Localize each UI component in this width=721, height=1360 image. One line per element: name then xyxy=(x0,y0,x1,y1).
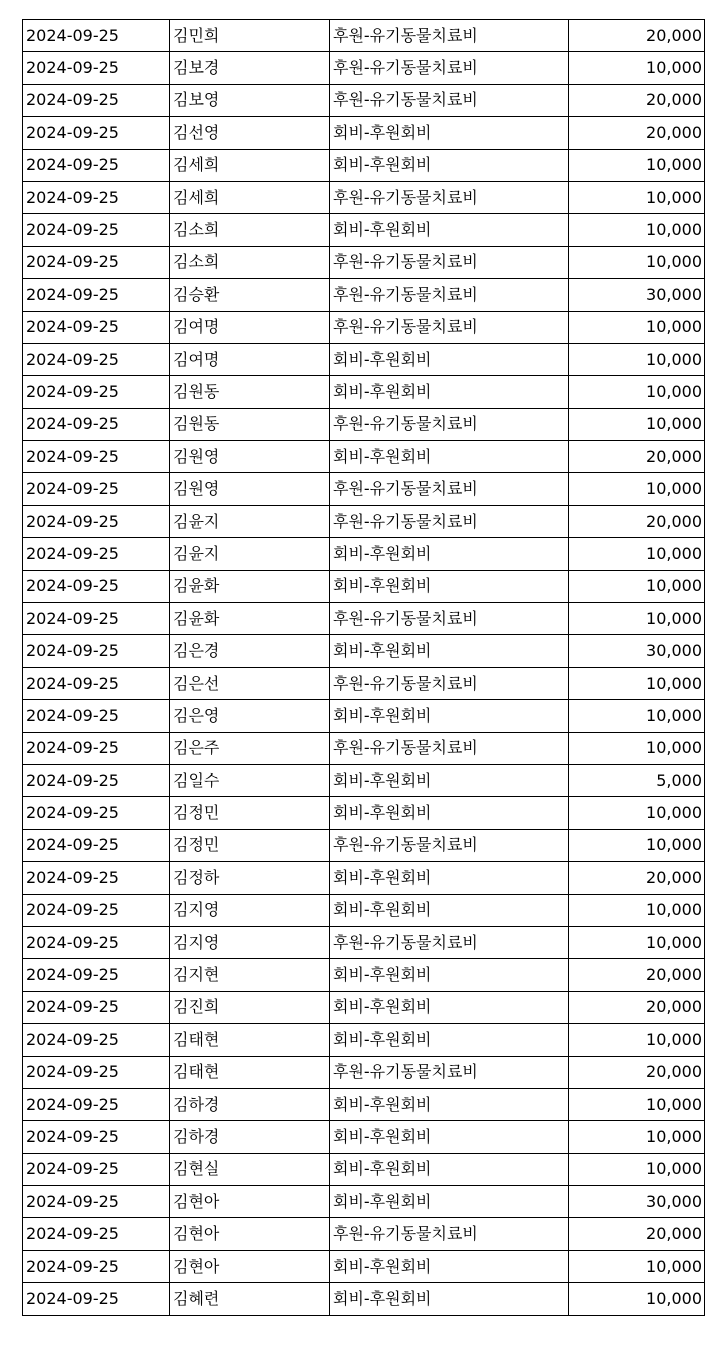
table-row xyxy=(23,473,705,505)
name-cell: 김민희 xyxy=(170,20,330,52)
category-cell: 회비-후원회비 xyxy=(330,149,569,181)
amount-cell: 30,000 xyxy=(569,1186,705,1218)
category-cell: 회비-후원회비 xyxy=(330,1283,569,1315)
amount-cell: 10,000 xyxy=(569,667,705,699)
name-cell: 김은주 xyxy=(170,732,330,764)
table-row xyxy=(23,214,705,246)
date-cell: 2024-09-25 xyxy=(23,732,170,764)
category-cell: 회비-후원회비 xyxy=(330,991,569,1023)
date-cell: 2024-09-25 xyxy=(23,343,170,375)
amount-cell: 10,000 xyxy=(569,1024,705,1056)
date-cell: 2024-09-25 xyxy=(23,1186,170,1218)
date-cell: 2024-09-25 xyxy=(23,991,170,1023)
table-row xyxy=(23,635,705,667)
category-cell: 회비-후원회비 xyxy=(330,1121,569,1153)
category-cell: 회비-후원회비 xyxy=(330,376,569,408)
category-cell: 후원-유기동물치료비 xyxy=(330,1056,569,1088)
date-cell: 2024-09-25 xyxy=(23,441,170,473)
name-cell: 김하경 xyxy=(170,1121,330,1153)
date-cell: 2024-09-25 xyxy=(23,20,170,52)
name-cell: 김지영 xyxy=(170,894,330,926)
table-row xyxy=(23,20,705,52)
date-cell: 2024-09-25 xyxy=(23,117,170,149)
table-row xyxy=(23,1024,705,1056)
category-cell: 회비-후원회비 xyxy=(330,862,569,894)
table-row xyxy=(23,181,705,213)
date-cell: 2024-09-25 xyxy=(23,408,170,440)
amount-cell: 30,000 xyxy=(569,635,705,667)
category-cell: 후원-유기동물치료비 xyxy=(330,246,569,278)
category-cell: 회비-후원회비 xyxy=(330,1250,569,1282)
category-cell: 회비-후원회비 xyxy=(330,797,569,829)
amount-cell: 10,000 xyxy=(569,797,705,829)
table-row xyxy=(23,1250,705,1282)
table-row xyxy=(23,117,705,149)
amount-cell: 10,000 xyxy=(569,473,705,505)
table-row xyxy=(23,279,705,311)
category-cell: 후원-유기동물치료비 xyxy=(330,829,569,861)
table-row xyxy=(23,1283,705,1315)
table-row xyxy=(23,732,705,764)
name-cell: 김원동 xyxy=(170,408,330,440)
name-cell: 김일수 xyxy=(170,764,330,796)
amount-cell: 10,000 xyxy=(569,1250,705,1282)
table-row xyxy=(23,149,705,181)
amount-cell: 10,000 xyxy=(569,894,705,926)
table-row xyxy=(23,1186,705,1218)
date-cell: 2024-09-25 xyxy=(23,603,170,635)
amount-cell: 10,000 xyxy=(569,1121,705,1153)
name-cell: 김태현 xyxy=(170,1056,330,1088)
table-row xyxy=(23,829,705,861)
date-cell: 2024-09-25 xyxy=(23,1088,170,1120)
date-cell: 2024-09-25 xyxy=(23,862,170,894)
amount-cell: 20,000 xyxy=(569,1218,705,1250)
date-cell: 2024-09-25 xyxy=(23,52,170,84)
amount-cell: 10,000 xyxy=(569,343,705,375)
date-cell: 2024-09-25 xyxy=(23,1250,170,1282)
amount-cell: 20,000 xyxy=(569,1056,705,1088)
name-cell: 김윤화 xyxy=(170,603,330,635)
date-cell: 2024-09-25 xyxy=(23,1218,170,1250)
category-cell: 후원-유기동물치료비 xyxy=(330,84,569,116)
category-cell: 후원-유기동물치료비 xyxy=(330,505,569,537)
category-cell: 회비-후원회비 xyxy=(330,1024,569,1056)
name-cell: 김은경 xyxy=(170,635,330,667)
amount-cell: 20,000 xyxy=(569,117,705,149)
date-cell: 2024-09-25 xyxy=(23,1056,170,1088)
category-cell: 회비-후원회비 xyxy=(330,1186,569,1218)
category-cell: 후원-유기동물치료비 xyxy=(330,52,569,84)
category-cell: 회비-후원회비 xyxy=(330,700,569,732)
category-cell: 회비-후원회비 xyxy=(330,343,569,375)
table-row xyxy=(23,538,705,570)
category-cell: 회비-후원회비 xyxy=(330,117,569,149)
date-cell: 2024-09-25 xyxy=(23,700,170,732)
amount-cell: 10,000 xyxy=(569,52,705,84)
category-cell: 회비-후원회비 xyxy=(330,1153,569,1185)
table-row xyxy=(23,441,705,473)
date-cell: 2024-09-25 xyxy=(23,473,170,505)
date-cell: 2024-09-25 xyxy=(23,505,170,537)
date-cell: 2024-09-25 xyxy=(23,1024,170,1056)
category-cell: 회비-후원회비 xyxy=(330,635,569,667)
amount-cell: 10,000 xyxy=(569,570,705,602)
name-cell: 김진희 xyxy=(170,991,330,1023)
name-cell: 김지영 xyxy=(170,926,330,958)
name-cell: 김정하 xyxy=(170,862,330,894)
amount-cell: 10,000 xyxy=(569,1088,705,1120)
table-row xyxy=(23,862,705,894)
amount-cell: 10,000 xyxy=(569,181,705,213)
name-cell: 김윤화 xyxy=(170,570,330,602)
name-cell: 김은선 xyxy=(170,667,330,699)
date-cell: 2024-09-25 xyxy=(23,149,170,181)
name-cell: 김윤지 xyxy=(170,538,330,570)
date-cell: 2024-09-25 xyxy=(23,829,170,861)
table-row xyxy=(23,505,705,537)
date-cell: 2024-09-25 xyxy=(23,1153,170,1185)
amount-cell: 20,000 xyxy=(569,862,705,894)
category-cell: 후원-유기동물치료비 xyxy=(330,279,569,311)
amount-cell: 10,000 xyxy=(569,538,705,570)
amount-cell: 20,000 xyxy=(569,20,705,52)
category-cell: 후원-유기동물치료비 xyxy=(330,732,569,764)
category-cell: 회비-후원회비 xyxy=(330,959,569,991)
category-cell: 후원-유기동물치료비 xyxy=(330,667,569,699)
amount-cell: 10,000 xyxy=(569,1153,705,1185)
table-row xyxy=(23,1153,705,1185)
table-row xyxy=(23,603,705,635)
amount-cell: 20,000 xyxy=(569,959,705,991)
amount-cell: 10,000 xyxy=(569,311,705,343)
table-row xyxy=(23,667,705,699)
name-cell: 김태현 xyxy=(170,1024,330,1056)
name-cell: 김여명 xyxy=(170,343,330,375)
category-cell: 회비-후원회비 xyxy=(330,214,569,246)
name-cell: 김세희 xyxy=(170,181,330,213)
date-cell: 2024-09-25 xyxy=(23,635,170,667)
table-row xyxy=(23,959,705,991)
table-row xyxy=(23,1121,705,1153)
table-row xyxy=(23,246,705,278)
table-row xyxy=(23,376,705,408)
date-cell: 2024-09-25 xyxy=(23,1121,170,1153)
table-row xyxy=(23,84,705,116)
name-cell: 김승환 xyxy=(170,279,330,311)
date-cell: 2024-09-25 xyxy=(23,926,170,958)
name-cell: 김현아 xyxy=(170,1250,330,1282)
amount-cell: 10,000 xyxy=(569,1283,705,1315)
amount-cell: 30,000 xyxy=(569,279,705,311)
table-row xyxy=(23,991,705,1023)
amount-cell: 20,000 xyxy=(569,441,705,473)
category-cell: 후원-유기동물치료비 xyxy=(330,408,569,440)
category-cell: 후원-유기동물치료비 xyxy=(330,926,569,958)
category-cell: 회비-후원회비 xyxy=(330,1088,569,1120)
table-row xyxy=(23,926,705,958)
table-row xyxy=(23,52,705,84)
amount-cell: 20,000 xyxy=(569,505,705,537)
name-cell: 김혜련 xyxy=(170,1283,330,1315)
table-row xyxy=(23,1056,705,1088)
name-cell: 김지현 xyxy=(170,959,330,991)
category-cell: 후원-유기동물치료비 xyxy=(330,311,569,343)
name-cell: 김보경 xyxy=(170,52,330,84)
category-cell: 후원-유기동물치료비 xyxy=(330,181,569,213)
table-row xyxy=(23,894,705,926)
amount-cell: 10,000 xyxy=(569,246,705,278)
date-cell: 2024-09-25 xyxy=(23,84,170,116)
amount-cell: 10,000 xyxy=(569,926,705,958)
donation-table-body xyxy=(23,20,705,1316)
amount-cell: 10,000 xyxy=(569,376,705,408)
name-cell: 김은영 xyxy=(170,700,330,732)
name-cell: 김현아 xyxy=(170,1218,330,1250)
date-cell: 2024-09-25 xyxy=(23,538,170,570)
category-cell: 회비-후원회비 xyxy=(330,441,569,473)
date-cell: 2024-09-25 xyxy=(23,214,170,246)
category-cell: 후원-유기동물치료비 xyxy=(330,20,569,52)
category-cell: 후원-유기동물치료비 xyxy=(330,473,569,505)
table-row xyxy=(23,311,705,343)
name-cell: 김정민 xyxy=(170,829,330,861)
donation-table xyxy=(22,19,705,1316)
category-cell: 후원-유기동물치료비 xyxy=(330,603,569,635)
date-cell: 2024-09-25 xyxy=(23,570,170,602)
date-cell: 2024-09-25 xyxy=(23,667,170,699)
category-cell: 회비-후원회비 xyxy=(330,894,569,926)
date-cell: 2024-09-25 xyxy=(23,764,170,796)
date-cell: 2024-09-25 xyxy=(23,376,170,408)
name-cell: 김소희 xyxy=(170,246,330,278)
name-cell: 김현실 xyxy=(170,1153,330,1185)
amount-cell: 10,000 xyxy=(569,700,705,732)
table-row xyxy=(23,1218,705,1250)
name-cell: 김현아 xyxy=(170,1186,330,1218)
category-cell: 회비-후원회비 xyxy=(330,764,569,796)
amount-cell: 10,000 xyxy=(569,603,705,635)
table-row xyxy=(23,343,705,375)
name-cell: 김원동 xyxy=(170,376,330,408)
category-cell: 회비-후원회비 xyxy=(330,538,569,570)
table-row xyxy=(23,408,705,440)
amount-cell: 10,000 xyxy=(569,214,705,246)
date-cell: 2024-09-25 xyxy=(23,959,170,991)
date-cell: 2024-09-25 xyxy=(23,279,170,311)
amount-cell: 10,000 xyxy=(569,829,705,861)
name-cell: 김원영 xyxy=(170,473,330,505)
date-cell: 2024-09-25 xyxy=(23,181,170,213)
amount-cell: 10,000 xyxy=(569,732,705,764)
date-cell: 2024-09-25 xyxy=(23,797,170,829)
name-cell: 김정민 xyxy=(170,797,330,829)
table-row xyxy=(23,700,705,732)
amount-cell: 10,000 xyxy=(569,149,705,181)
amount-cell: 20,000 xyxy=(569,991,705,1023)
table-row xyxy=(23,764,705,796)
category-cell: 후원-유기동물치료비 xyxy=(330,1218,569,1250)
table-row xyxy=(23,797,705,829)
name-cell: 김윤지 xyxy=(170,505,330,537)
name-cell: 김선영 xyxy=(170,117,330,149)
name-cell: 김하경 xyxy=(170,1088,330,1120)
date-cell: 2024-09-25 xyxy=(23,1283,170,1315)
amount-cell: 20,000 xyxy=(569,84,705,116)
name-cell: 김여명 xyxy=(170,311,330,343)
amount-cell: 5,000 xyxy=(569,764,705,796)
category-cell: 회비-후원회비 xyxy=(330,570,569,602)
name-cell: 김소희 xyxy=(170,214,330,246)
date-cell: 2024-09-25 xyxy=(23,311,170,343)
name-cell: 김보영 xyxy=(170,84,330,116)
name-cell: 김원영 xyxy=(170,441,330,473)
name-cell: 김세희 xyxy=(170,149,330,181)
date-cell: 2024-09-25 xyxy=(23,894,170,926)
amount-cell: 10,000 xyxy=(569,408,705,440)
table-row xyxy=(23,570,705,602)
date-cell: 2024-09-25 xyxy=(23,246,170,278)
table-row xyxy=(23,1088,705,1120)
